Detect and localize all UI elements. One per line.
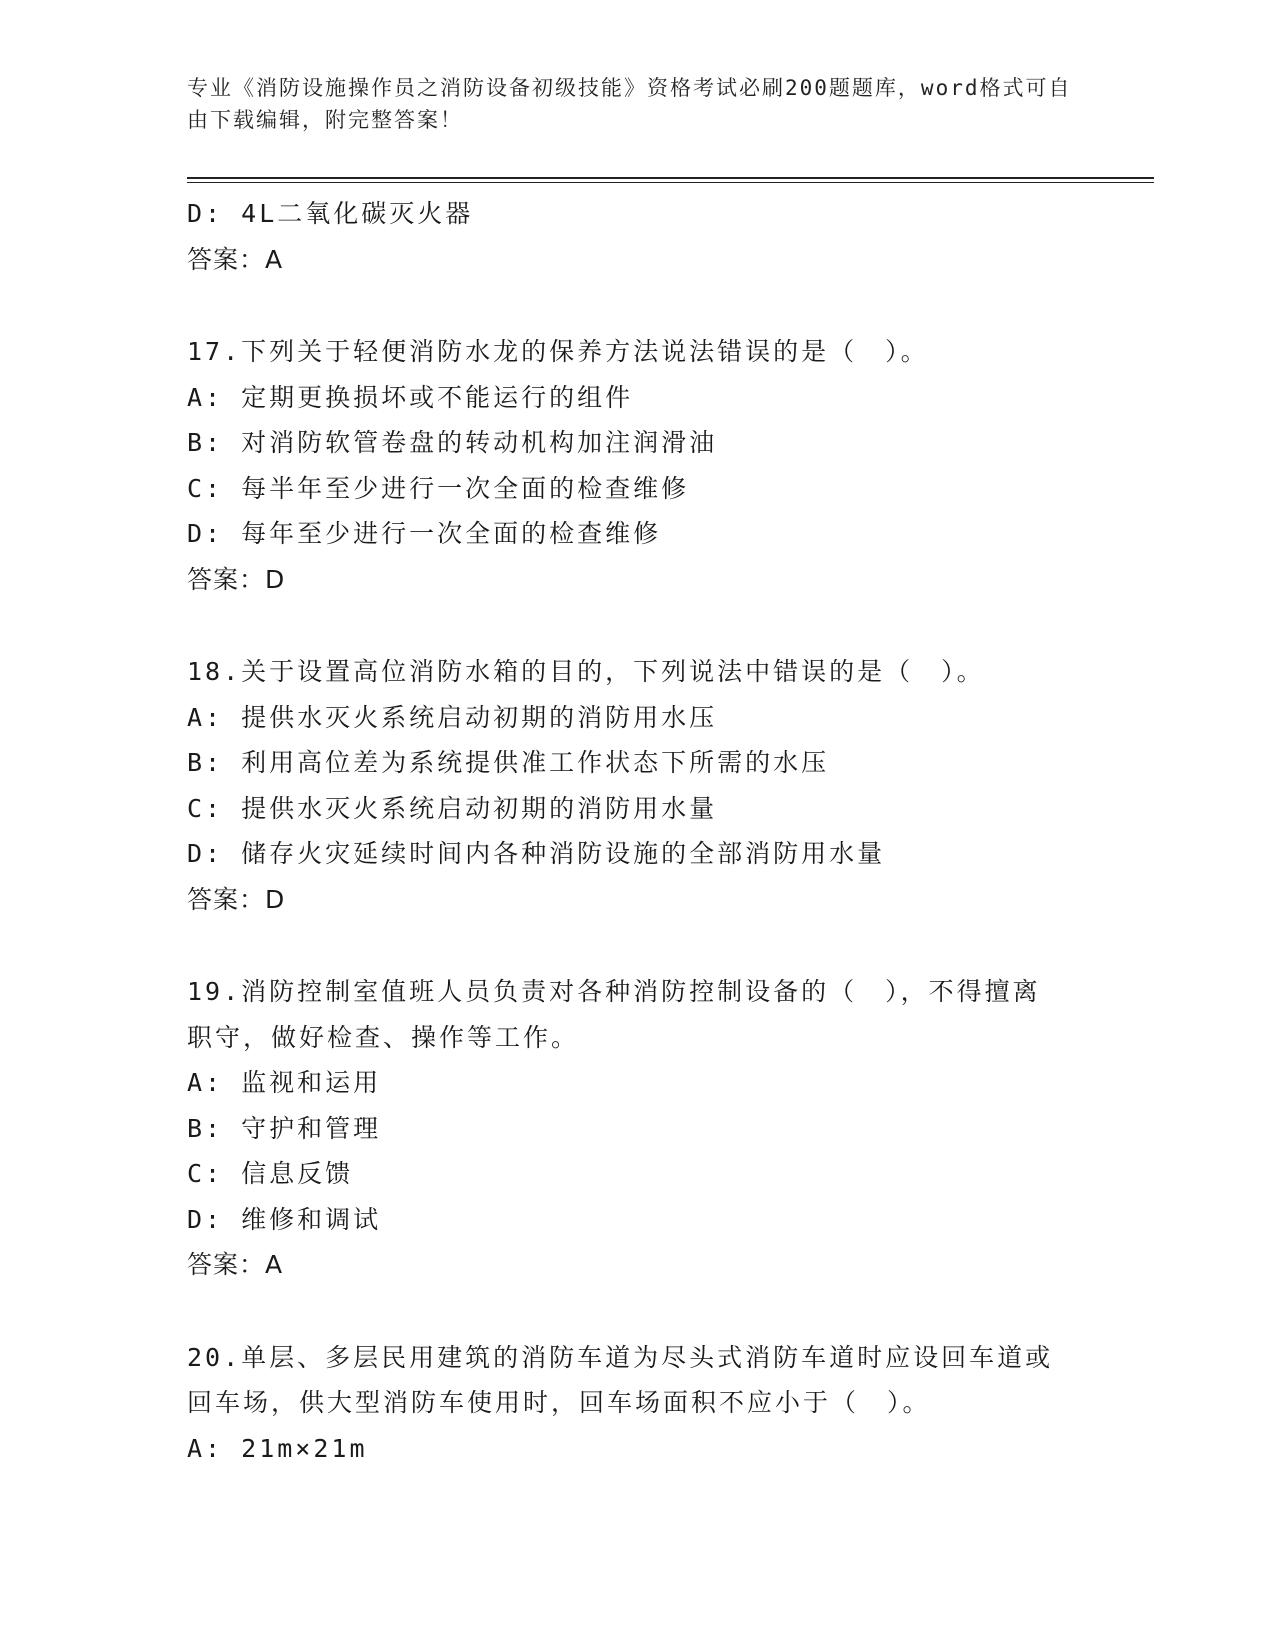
option-b: B: 对消防软管卷盘的转动机构加注润滑油 [187,428,718,457]
question-stem: 19.消防控制室值班人员负责对各种消防控制设备的（ ），不得擅离职守，做好检查、操作等工作。 [187,977,1041,1052]
answer: 答案：D [187,884,286,914]
option-d: D: 储存火灾延续时间内各种消防设施的全部消防用水量 [187,839,886,868]
option-d: D: 每年至少进行一次全面的检查维修 [187,519,662,548]
option-c: C: 每半年至少进行一次全面的检查维修 [187,473,690,503]
question-stem: 18.关于设置高位消防水箱的目的，下列说法中错误的是（ ）。 [187,657,985,686]
option-a: A: 定期更换损坏或不能运行的组件 [187,382,634,412]
header-divider [187,177,1154,179]
question-list [187,191,1087,1471]
answer: 答案：A [187,244,284,274]
option-b: B: 守护和管理 [187,1113,382,1143]
option-c: C: 提供水灭火系统启动初期的消防用水量 [187,793,718,823]
option-b: B: 利用高位差为系统提供准工作状态下所需的水压 [187,748,830,777]
option-c: C: 信息反馈 [187,1159,354,1188]
header-divider-secondary [187,182,1154,183]
option-a: A: 21m×21m [187,1433,368,1463]
option-d: D: 4L二氧化碳灭火器 [187,199,474,228]
option-a: A: 提供水灭火系统启动初期的消防用水压 [187,702,718,732]
answer: 答案：A [187,1250,284,1279]
question-stem: 17.下列关于轻便消防水龙的保养方法说法错误的是（ ）。 [187,337,929,366]
option-d: D: 维修和调试 [187,1204,382,1234]
question-stem: 20.单层、多层民用建筑的消防车道为尽头式消防车道时应设回车道或回车场，供大型消防车使用时，回车场面积不应小于（ ）。 [187,1342,1054,1417]
answer: 答案：D [187,564,286,594]
option-a: A: 监视和运用 [187,1068,382,1097]
document-header: 专业《消防设施操作员之消防设备初级技能》资格考试必刷200题题库，word格式可自由下载编辑，附完整答案！ [187,76,1072,132]
